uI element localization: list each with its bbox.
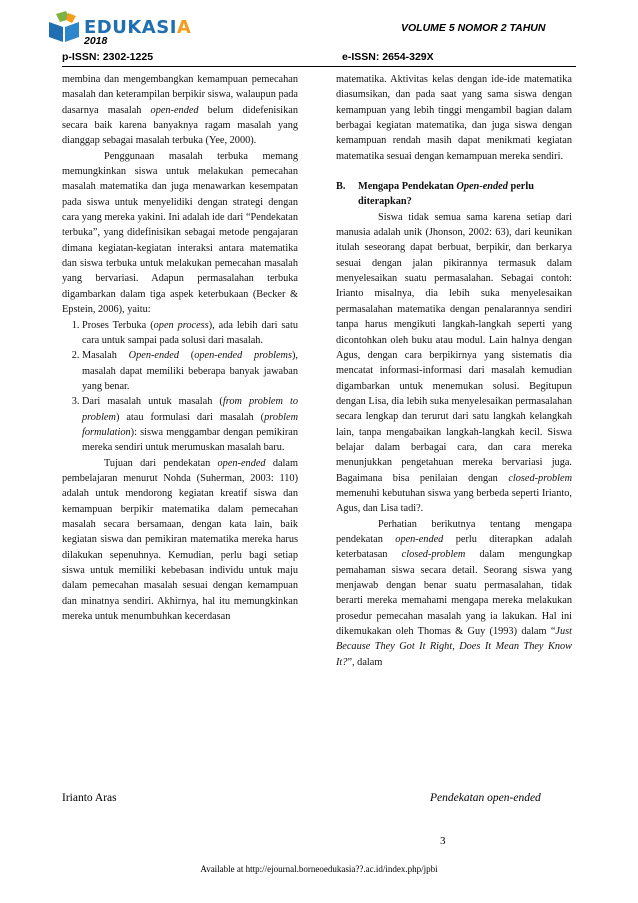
list-item: 1. Proses Terbuka (open process), ada lebih dari satu cara untuk sampai pada solusi dari masalah. bbox=[82, 318, 298, 349]
section-heading: B. Mengapa Pendekatan Open-ended perlu diterapkan? bbox=[336, 181, 534, 208]
p-issn: p-ISSN: 2302-1225 bbox=[62, 51, 154, 63]
left-paragraph-1: membina dan mengembangkan kemampuan pemecahan masalah dan keterampilan berpikir siswa, walaupun pada dasarnya masalah open-ended belum didefenisikan secara baik karena banyaknya ragam masalah yang dianggap sebagai masalah terbuka (Yee, 2000). bbox=[62, 74, 298, 147]
page-number: 3 bbox=[440, 835, 446, 847]
footer-author: Irianto Aras bbox=[62, 792, 117, 804]
footer-running-title: Pendekatan open-ended bbox=[430, 792, 541, 804]
left-paragraph-2: Penggunaan masalah terbuka memang memungkinkan siswa untuk melakukan pemecahan masalah matematika dan juga menawarkan kesempatan pada siswa untuk menyelidiki dengan strategi dengan cara yang mereka yakini. Ini adalah ide dari “Pendekatan terbuka”, yang didefinisikan sebagai metode pengajaran dimana kegiatan-kegiatan interaksi antara matematika dan siswa terbuka untuk melakukan pemecahan masalah yang bervariasi. Adapun permasalahan terbuka digambarkan dalam tiga aspek keterbukaan (Becker & Epstein, 2006), yaitu: bbox=[62, 150, 298, 316]
list-item: 3. Dari masalah untuk masalah (from problem to problem) atau formulasi dari masalah (problem formulation): siswa menggambar dengan pemikiran mereka sendiri untuk merumuskan masalah baru. bbox=[82, 394, 298, 455]
volume-label: VOLUME 5 NOMOR 2 TAHUN bbox=[401, 22, 546, 34]
header-rule bbox=[62, 66, 576, 67]
list-item: 2. Masalah Open-ended (open-ended problems), masalah dapat memiliki beberapa banyak jawaban yang benar. bbox=[82, 348, 298, 394]
right-paragraph-2: Siswa tidak semua sama karena setiap dari manusia adalah unik (Jhonson, 2002: 63), dari keunikan itulah seseorang dapat berbuat, berpikir, dan berkarya sesuai dengan jalan pikirannya termasuk dalam menyelesaikan suatu permasalahan. Sebagai contoh: Irianto misalnya, dia lebih suka menyelesaikan permasalahan matematika dengan penalarannya sendiri tanpa harus mengikuti langkah-langkah seperti yang dicontohkan oleh buku atau modul. Lain halnya dengan Agus, dengan cara berpikirnya yang sistematis dia mencatat informasi-informasi dari masalah kemudian digambarkan untuk menemukan solusi. Begitupun dengan Lisa, dia lebih suka menyelesaikan permasalahan secara lengkap dan terurut dari satu langkah kelangkah lain, tanpa mengabaikan langkah-langkah kecil. Siswa belajar dalam berbagai cara, dan cara mereka menunjukkan pengetahuan mereka bervariasi juga. Bagaimana bisa penilaian dengan closed-problem memenuhi kebutuhan siswa yang berbeda seperti Irianto, Agus, dan Lisa tadi?. bbox=[336, 211, 572, 515]
openness-aspects-list bbox=[62, 318, 298, 456]
section-gap bbox=[336, 164, 572, 179]
left-column bbox=[62, 72, 298, 624]
logo-wordmark: EDUKASIA bbox=[84, 17, 192, 38]
availability-line[interactable]: Available at http://ejournal.borneoedukasia??.ac.id/index.php/jpbi bbox=[200, 864, 438, 874]
right-paragraph-3: Perhatian berikutnya tentang mengapa pendekatan open-ended perlu diterapkan adalah keterbatasan closed-problem dalam mengungkap pemahaman siswa secara detail. Seorang siswa yang menjawab dengan benar suatu permasalahan, tidak berarti mereka memahami mengapa mereka melakukan prosedur pemecahan masalah yang ia lakukan. Hal ini dikemukakan oleh Thomas & Guy (1993) dalam “Just Because They Got It Right, Does It Mean They Know It?”, dalam bbox=[336, 518, 573, 668]
right-paragraph-1: matematika. Aktivitas kelas dengan ide-ide matematika diasumsikan, dan pada saat yang sama siswa dengan kemampuan yang lebih tinggi mengambil bagian dalam berbagai kegiatan matematika, dan juga siswa dengan kemampuan rendah masih dapat menikmati kegiatan matematika sesuai dengan kemampuan mereka sendiri. bbox=[336, 74, 572, 162]
year-label: 2018 bbox=[84, 35, 108, 47]
left-paragraph-3: Tujuan dari pendekatan open-ended dalam pembelajaran menurut Nohda (Suherman, 2003: 110) adalah untuk mendorong kegiatan kreatif siswa dan kemampuan berpikir matematika dalam pemecahan masalah secara bersamaan, dengan kata lain, baik kegiatan siswa dan pemikiran matematika mereka harus dilakukan sepenuhnya. Kemudian, perlu bagi setiap siswa untuk memiliki kebebasan individu untuk maju dalam pemecahan masalah sesuai dengan kemampuan dan minatnya sendiri. Akhirnya, hal itu memungkinkan mereka untuk menumbuhkan kecerdasan bbox=[62, 457, 298, 623]
e-issn: e-ISSN: 2654-329X bbox=[342, 51, 434, 63]
journal-logo bbox=[46, 10, 196, 44]
right-column bbox=[336, 72, 572, 670]
book-logo-icon bbox=[46, 10, 82, 44]
